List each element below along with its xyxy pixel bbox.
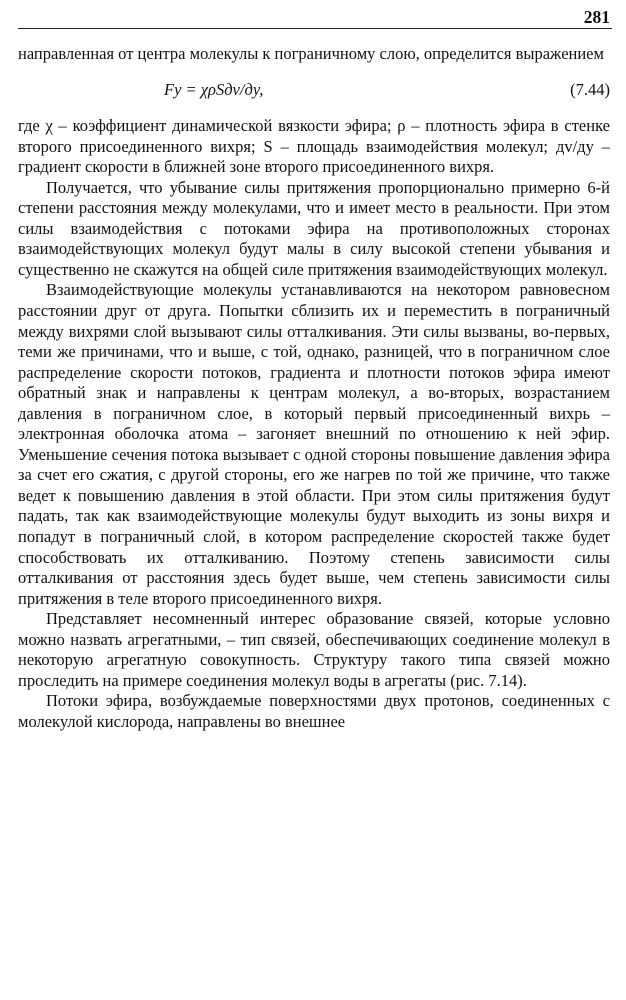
formula-7-44 <box>18 80 610 101</box>
page-number: 281 <box>583 7 610 27</box>
formula-expression: Fу = χρSдv/дy, <box>164 79 264 99</box>
paragraph-repulsion: Взаимодействующие молекулы устанавливаются на некотором равновесном расстоянии друг от друга. Попытки сблизить их и переместить в пограничный между вихрями слой вызывают силы отталкивания. Эти силы вызваны, во-первых, теми же причинами, что и выше, с той, однако, разницей, что в пограничном слое распределение скорости потоков, градиента и плотности потоков эфира имеют обратный знак и направлены к центрам молекул, а во-вторых, возрастанием давления в пограничном слое, в который первый присоединенный вихрь – электронная оболочка атома – загоняет внешний по отношению к ней эфир. Уменьшение сечения потока вызывает с одной стороны повышение давления эфира за счет его сжатия, с другой стороны, его же нагрев по той же причине, что также ведет к повышению давления в этой области. При этом силы притяжения будут падать, так как взаимодействующие молекулы будут выходить из зоны вихря и попадут в пограничный слой, в котором распределение скоростей также будет способствовать их отталкиванию. Поэтому степень зависимости силы отталкивания от расстояния здесь будет выше, чем степень зависимости силы притяжения в теле второго присоединенного вихря. <box>18 280 610 608</box>
paragraph-ether-flows: Потоки эфира, возбуждаемые поверхностями двух протонов, соединенных с молекулой кислорода, направлены во внешнее <box>18 691 610 731</box>
body-text <box>18 44 610 733</box>
paragraph-intro: направленная от центра молекулы к пограничному слою, определится выражением <box>18 44 604 63</box>
paragraph-attraction: Получается, что убывание силы притяжения пропорционально примерно 6-й степени расстояния между молекулами, что и имеет место в реальности. При этом силы взаимодействия с потоками эфира на противоположных сторонах взаимодействующих молекул будут малы в силу высокой степени убывания и существенно не скажутся на общей силе притяжения взаимодействующих молекул. <box>18 177 610 279</box>
paragraph-definitions: где χ – коэффициент динамической вязкости эфира; ρ – плотность эфира в стенке второго присоединенного вихря; S – площадь взаимодействия молекул; дv/дy – градиент скорости в ближней зоне второго присоединенного вихря. <box>18 116 610 177</box>
paragraph-aggregate-bonds: Представляет несомненный интерес образование связей, которые условно можно назвать агрегатными, – тип связей, обеспечивающих соединение молекул в некоторую агрегатную совокупность. Структуру такого типа связей можно проследить на примере соединения молекул воды в агрегаты (рис. 7.14). <box>18 609 610 690</box>
formula-number: (7.44) <box>570 79 610 99</box>
page-header <box>18 6 612 29</box>
